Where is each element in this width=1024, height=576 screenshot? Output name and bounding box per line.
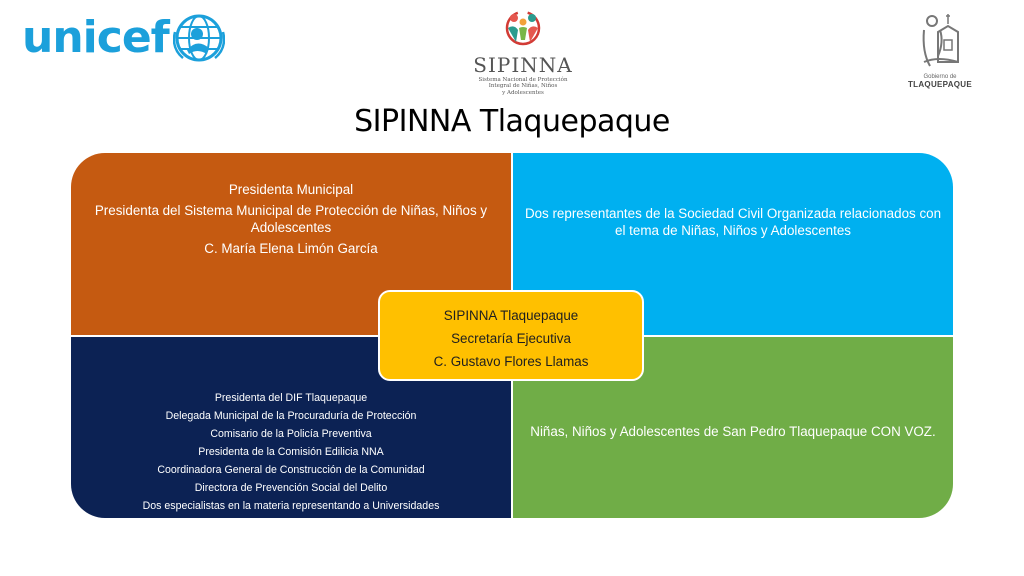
center-line: C. Gustavo Flores Llamas	[433, 354, 589, 369]
tlaquepaque-small-label: Gobierno de	[923, 74, 957, 80]
sipinna-subtitle	[468, 77, 578, 96]
member-line: Delegada Municipal de la Procuraduría de Protección	[165, 410, 417, 422]
secretaria-ejecutiva-box	[378, 290, 644, 381]
center-line: SIPINNA Tlaquepaque	[443, 308, 579, 323]
quadrant-line: Presidenta Municipal	[228, 182, 354, 197]
quadrant-text: Dos representantes de la Sociedad Civil Organizada relacionados con el tema de Niñas, Niños y Adolescentes	[524, 206, 942, 238]
quadrant-text: Niñas, Niños y Adolescentes de San Pedro Tlaquepaque CON VOZ.	[530, 424, 936, 439]
tlaquepaque-name: TLAQUEPAQUE	[907, 80, 973, 89]
member-line: Comisario de la Policía Preventiva	[210, 428, 372, 440]
quadrant-line: C. María Elena Limón García	[204, 241, 378, 256]
sipinna-logo	[468, 8, 578, 98]
sipinna-subtitle-line: Sistema Nacional de Protección	[478, 77, 568, 83]
unicef-logo	[22, 10, 232, 66]
page-title: SIPINNA Tlaquepaque	[354, 104, 670, 139]
sipinna-wordmark: SIPINNA	[473, 53, 573, 77]
member-line: Presidenta de la Comisión Edilicia NNA	[198, 446, 384, 458]
unicef-wordmark: unicef	[22, 12, 169, 63]
member-line: Directora de Prevención Social del Delito	[194, 482, 388, 494]
tlaquepaque-emblem-icon	[918, 12, 962, 68]
tlaquepaque-logo	[900, 12, 980, 96]
member-line: Dos especialistas en la materia representando a Universidades	[142, 500, 440, 512]
center-line: Secretaría Ejecutiva	[451, 331, 571, 346]
sipinna-subtitle-line: y Adolescentes	[502, 89, 544, 96]
sipinna-subtitle-line: Integral de Niñas, Niños	[488, 83, 558, 90]
sipinna-emblem-icon	[498, 8, 548, 50]
member-line: Presidenta del DIF Tlaquepaque	[214, 392, 368, 404]
unicef-globe-icon	[173, 12, 225, 64]
member-line: Coordinadora General de Construcción de la Comunidad	[157, 464, 425, 476]
quadrant-line: Presidenta del Sistema Municipal de Protección de Niñas, Niños y Adolescentes	[94, 203, 488, 235]
